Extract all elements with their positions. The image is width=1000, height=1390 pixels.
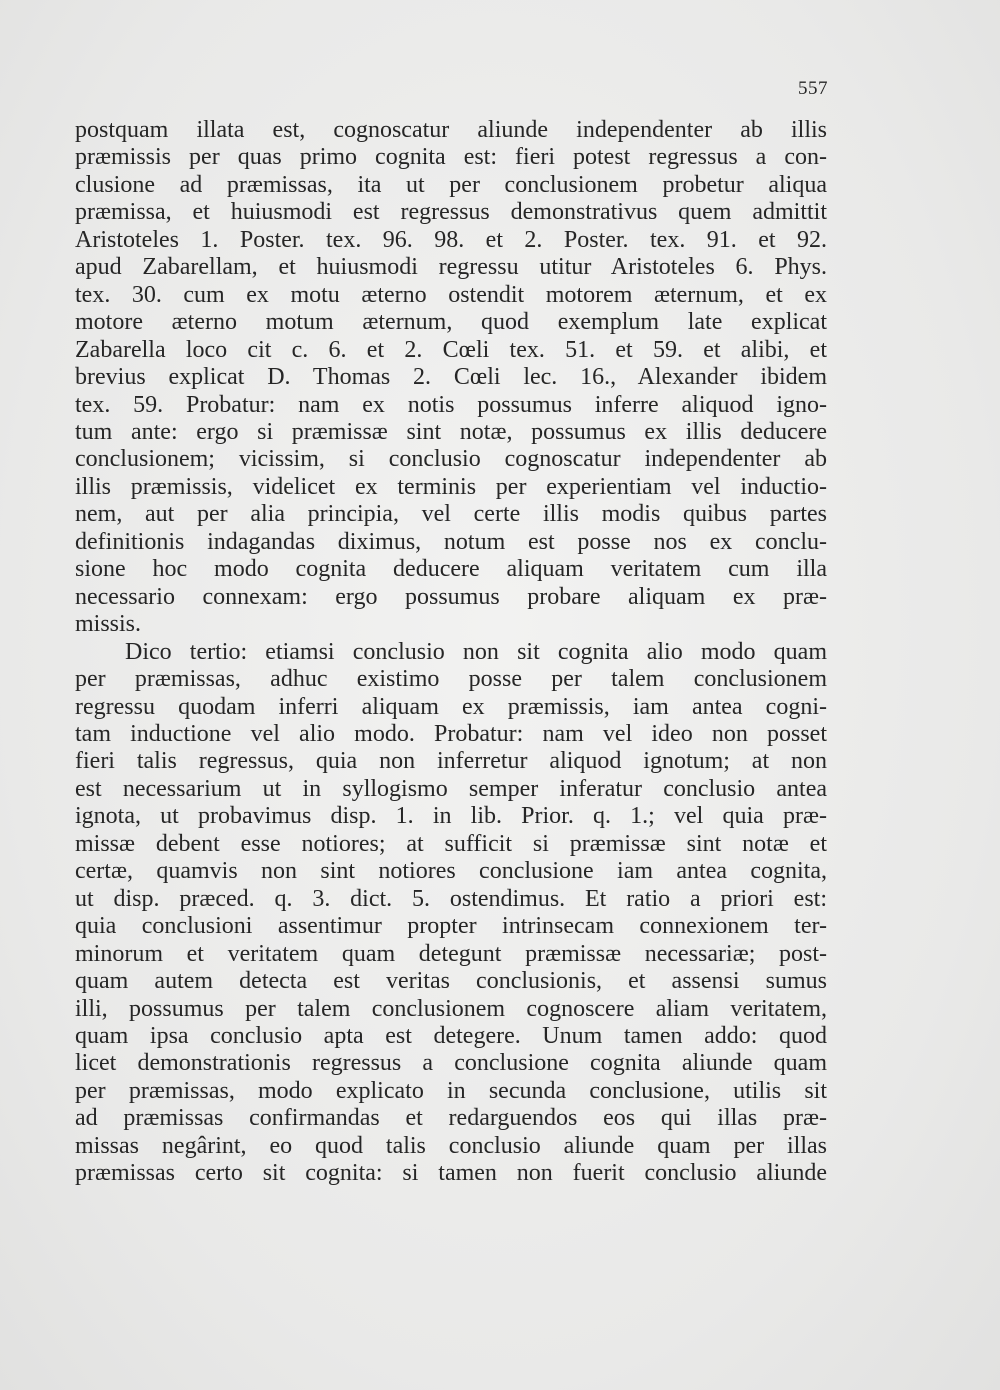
text-line: missas negârint, eo quod talis conclusio aliunde quam per illas (75, 1132, 827, 1159)
body-text (75, 117, 827, 1188)
text-line: postquam illata est, cognoscatur aliunde independenter ab illis (75, 117, 827, 143)
text-line: ignota, ut probavimus disp. 1. in lib. Prior. q. 1.; vel quia præ- (75, 803, 827, 830)
text-line: ad præmissas confirmandas et redarguendos eos qui illas præ- (75, 1105, 827, 1132)
text-line: missis. (75, 611, 142, 638)
text-line: ut disp. præced. q. 3. dict. 5. ostendimus. Et ratio a priori est: (75, 885, 827, 912)
text-line: conclusionem; vicissim, si conclusio cognoscatur independenter ab (75, 446, 827, 473)
text-line: præmissas certo sit cognita: si tamen non fuerit conclusio aliunde (75, 1160, 827, 1187)
text-line: quam ipsa conclusio apta est detegere. Unum tamen addo: quod (75, 1022, 827, 1049)
text-line: clusione ad præmissas, ita ut per conclusionem probetur aliqua (75, 171, 827, 198)
text-line: præmissa, et huiusmodi est regressus demonstrativus quem admittit (75, 199, 827, 226)
text-line: brevius explicat D. Thomas 2. Cœli lec. 16., Alexander ibidem (75, 364, 827, 391)
text-line: Zabarella loco cit c. 6. et 2. Cœli tex. 51. et 59. et alibi, et (75, 336, 827, 363)
text-line: est necessarium ut in syllogismo semper inferatur conclusio antea (75, 775, 827, 802)
paragraph (75, 117, 827, 639)
paragraph (75, 639, 827, 1188)
text-line: fieri talis regressus, quia non inferretur aliquod ignotum; at non (75, 748, 827, 775)
text-line: tex. 30. cum ex motu æterno ostendit motorem æternum, et ex (75, 281, 827, 308)
text-line: tex. 59. Probatur: nam ex notis possumus inferre aliquod igno- (75, 391, 827, 418)
text-line: minorum et veritatem quam detegunt præmissæ necessariæ; post- (75, 940, 827, 967)
text-line: necessario connexam: ergo possumus probare aliquam ex præ- (75, 583, 827, 610)
text-line: per præmissas, modo explicato in secunda conclusione, utilis sit (75, 1077, 827, 1104)
text-line: regressu quodam inferri aliquam ex præmissis, iam antea cogni- (75, 693, 827, 720)
text-line: apud Zabarellam, et huiusmodi regressu utitur Aristoteles 6. Phys. (75, 254, 827, 281)
text-line: Aristoteles 1. Poster. tex. 96. 98. et 2. Poster. tex. 91. et 92. (75, 226, 827, 253)
text-line: præmissis per quas primo cognita est: fieri potest regressus a con- (75, 144, 827, 171)
text-line: definitionis indagandas diximus, notum est posse nos ex conclu- (75, 528, 827, 555)
text-line: tam inductione vel alio modo. Probatur: nam vel ideo non posset (75, 720, 827, 747)
text-line: quia conclusioni assentimur propter intrinsecam connexionem ter- (75, 913, 827, 940)
text-line: Dico tertio: etiamsi conclusio non sit cognita alio modo quam (125, 638, 827, 665)
text-line: nem, aut per alia principia, vel certe illis modis quibus partes (75, 501, 827, 528)
text-line: sione hoc modo cognita deducere aliquam veritatem cum illa (75, 556, 827, 583)
text-line: per præmissas, adhuc existimo posse per talem conclusionem (75, 666, 827, 693)
text-line: quam autem detecta est veritas conclusionis, et assensi sumus (75, 968, 827, 995)
text-line: certæ, quamvis non sint notiores conclusione iam antea cognita, (75, 858, 827, 885)
text-line: illis præmissis, videlicet ex terminis per experientiam vel inductio- (75, 473, 827, 500)
text-line: missæ debent esse notiores; at sufficit si præmissæ sint notæ et (75, 830, 827, 857)
text-line: illi, possumus per talem conclusionem cognoscere aliam veritatem, (75, 995, 827, 1022)
text-line: licet demonstrationis regressus a conclusione cognita aliunde quam (75, 1050, 827, 1077)
text-line: tum ante: ergo si præmissæ sint notæ, possumus ex illis deducere (75, 418, 827, 445)
text-line: motore æterno motum æternum, quod exemplum late explicat (75, 309, 827, 336)
page-number: 557 (798, 78, 828, 99)
